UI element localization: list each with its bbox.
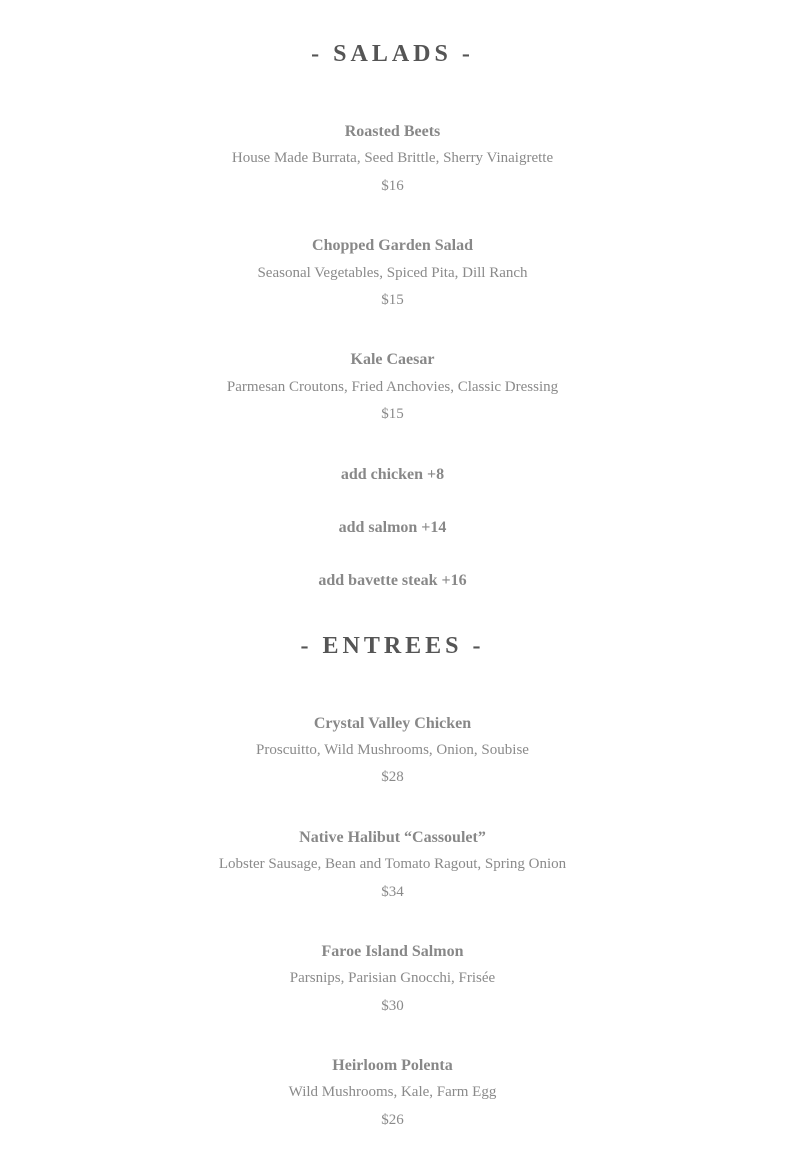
entree-item-description: Proscuitto, Wild Mushrooms, Onion, Soubise bbox=[256, 742, 529, 758]
salad-addon: add chicken +8 bbox=[340, 466, 445, 483]
entree-item-description: Parsnips, Parisian Gnocchi, Frisée bbox=[289, 970, 496, 986]
salad-item-price: $15 bbox=[381, 406, 404, 422]
salad-addon: add salmon +14 bbox=[338, 519, 447, 536]
entree-item-description: Lobster Sausage, Bean and Tomato Ragout, Spring Onion bbox=[218, 856, 567, 872]
salad-item-name: Kale Caesar bbox=[350, 351, 435, 368]
entree-item-name: Heirloom Polenta bbox=[332, 1057, 453, 1074]
entree-item-name: Native Halibut “Cassoulet” bbox=[299, 829, 486, 846]
entree-item-price: $28 bbox=[381, 769, 404, 785]
salad-item-name: Roasted Beets bbox=[344, 123, 441, 140]
salad-item-price: $15 bbox=[381, 292, 404, 308]
entree-item-name: Crystal Valley Chicken bbox=[313, 715, 472, 732]
entree-item-price: $30 bbox=[381, 998, 404, 1014]
entree-item-name: Faroe Island Salmon bbox=[321, 943, 464, 960]
entree-item-description: Wild Mushrooms, Kale, Farm Egg bbox=[288, 1084, 497, 1100]
salad-item-price: $16 bbox=[381, 178, 404, 194]
salad-item-description: Parmesan Croutons, Fried Anchovies, Classic Dressing bbox=[226, 379, 559, 395]
salad-addon: add bavette steak +16 bbox=[318, 572, 467, 589]
salad-item-name: Chopped Garden Salad bbox=[312, 237, 473, 254]
salad-item-description: Seasonal Vegetables, Spiced Pita, Dill Ranch bbox=[257, 265, 528, 281]
entrees-section-title: - ENTREES - bbox=[300, 633, 485, 659]
entree-item-price: $26 bbox=[381, 1112, 404, 1128]
salads-section-title: - SALADS - bbox=[311, 41, 474, 67]
salad-item-description: House Made Burrata, Seed Brittle, Sherry Vinaigrette bbox=[231, 150, 554, 166]
entree-item-price: $34 bbox=[381, 884, 404, 900]
